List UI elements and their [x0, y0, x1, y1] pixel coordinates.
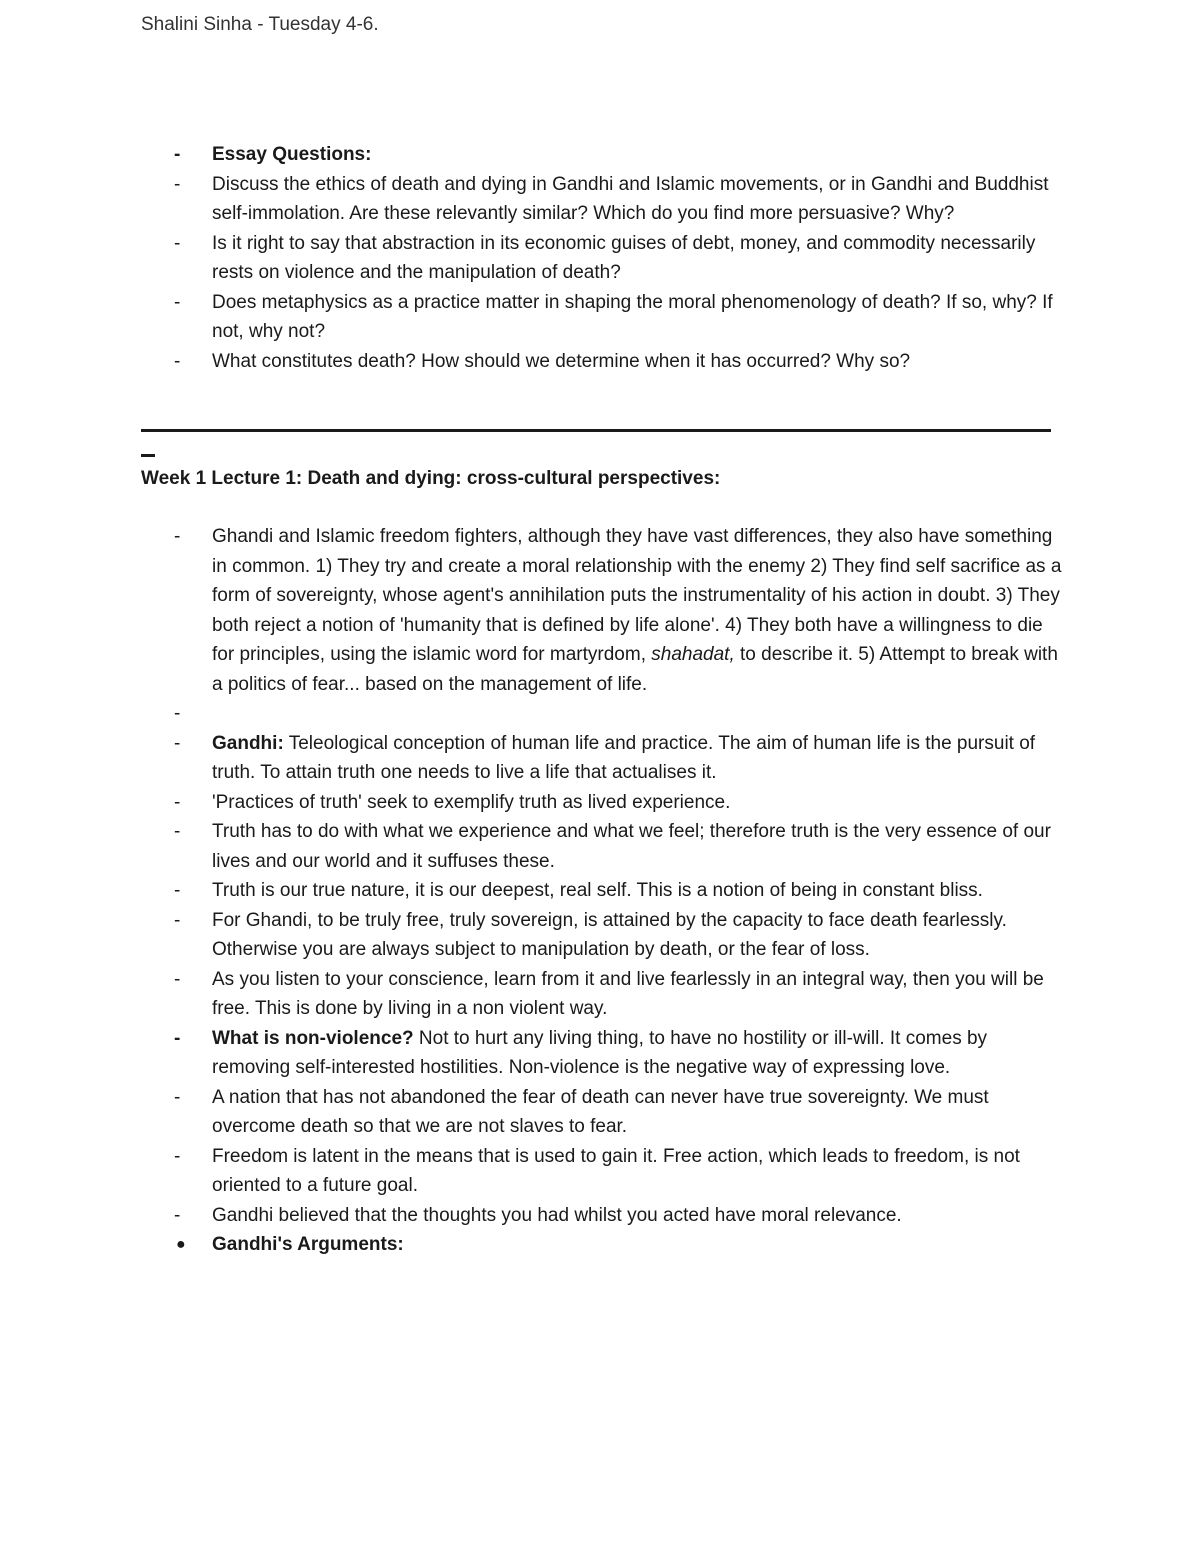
intro-text: Ghandi and Islamic freedom fighters, although they have vast differences, they also have something in common. 1) They try and create a moral relationship with the enemy 2) They find self sacrifice as a form of sovereignty, whose agent's annihilation puts the instrumentality of his action in doubt. 3) They both reject a notion of 'humanity that is defined by life alone'. 4) They both have a willingness to die for principles, using the islamic word for martyrdom,: [212, 526, 1062, 665]
page-header: Shalini Sinha - Tuesday 4-6.: [141, 14, 379, 35]
list-item: [0, 729, 1062, 788]
dash-bullet: -: [174, 703, 181, 724]
dash-bullet: -: [174, 732, 181, 754]
dash-bullet: -: [174, 1086, 181, 1108]
list-item: [0, 1201, 1062, 1231]
list-item: [0, 1024, 1062, 1083]
list-item: [0, 170, 1062, 229]
arguments-heading: Gandhi's Arguments:: [212, 1234, 404, 1255]
essay-heading: Essay Questions:: [212, 144, 372, 165]
point-text: Freedom is latent in the means that is used to gain it. Free action, which leads to freedom, is not oriented to a future goal.: [212, 1145, 1020, 1196]
list-item: [0, 1083, 1062, 1142]
essay-question: Discuss the ethics of death and dying in Gandhi and Islamic movements, or in Gandhi and Buddhist self-immolation. Are these relevantly similar? Which do you find more persuasive? Why?: [212, 173, 1049, 224]
dash-bullet: -: [174, 144, 181, 165]
dash-bullet: -: [174, 232, 181, 254]
point-text: For Ghandi, to be truly free, truly sovereign, is attained by the capacity to face death fearlessly. Otherwise you are always subject to manipulation by death, or the fear of loss.: [212, 909, 1007, 960]
dash-bullet: -: [174, 1145, 181, 1167]
dash-bullet: -: [174, 291, 181, 313]
list-item: [0, 965, 1062, 1024]
list-item: [0, 1142, 1062, 1201]
nonviolence-text: Not to hurt any living thing, to have no hostility or ill-will. It comes by removing self-interested hostilities. Non-violence is the negative way of expressing love.: [212, 1027, 988, 1078]
lecture-notes-section: [0, 522, 1200, 1260]
dash-bullet: -: [174, 1204, 181, 1226]
divider-line: [141, 429, 1051, 432]
list-item: [0, 229, 1062, 288]
gandhi-text: Teleological conception of human life and practice. The aim of human life is the pursuit of truth. To attain truth one needs to live a life that actualises it.: [212, 732, 1036, 783]
essay-question: Does metaphysics as a practice matter in shaping the moral phenomenology of death? If so, why? If not, why not?: [212, 291, 1053, 342]
list-item: [0, 522, 1062, 699]
list-item: [0, 876, 1062, 906]
nonviolence-label: What is non-violence?: [212, 1027, 414, 1049]
point-text: As you listen to your conscience, learn from it and live fearlessly in an integral way, then you will be free. This is done by living in a non violent way.: [212, 968, 1044, 1019]
dash-bullet: -: [174, 1027, 181, 1049]
dash-bullet: -: [174, 968, 181, 990]
essay-question: What constitutes death? How should we determine when it has occurred? Why so?: [212, 350, 911, 372]
empty-list-item: [0, 699, 1062, 729]
dash-bullet: -: [174, 526, 181, 547]
list-item: [0, 140, 1062, 170]
dot-bullet: ●: [176, 1236, 186, 1253]
essay-questions-section: [0, 140, 1200, 376]
list-item: [0, 788, 1062, 818]
point-text: Truth has to do with what we experience and what we feel; therefore truth is the very essence of our lives and our world and it suffuses these.: [212, 821, 1051, 872]
dash-bullet: -: [174, 909, 181, 931]
point-text: 'Practices of truth' seek to exemplify truth as lived experience.: [212, 791, 731, 813]
point-text: Gandhi believed that the thoughts you had whilst you acted have moral relevance.: [212, 1204, 902, 1226]
divider-tail: [141, 454, 155, 457]
dash-bullet: -: [174, 791, 181, 813]
dash-bullet: -: [174, 880, 181, 901]
point-text: Truth is our true nature, it is our deepest, real self. This is a notion of being in constant bliss.: [212, 880, 983, 901]
dash-bullet: -: [174, 173, 181, 195]
point-text: A nation that has not abandoned the fear of death can never have true sovereignty. We must overcome death so that we are not slaves to fear.: [212, 1086, 989, 1137]
list-item: [0, 1230, 1062, 1260]
list-item: [0, 347, 1062, 377]
intro-text-end: to describe it. 5) Attempt to break with a politics of fear... based on the management of life.: [212, 644, 1058, 695]
dash-bullet: -: [174, 350, 181, 372]
dash-bullet: -: [174, 821, 181, 842]
list-item: [0, 817, 1062, 876]
italic-term: shahadat,: [651, 644, 735, 665]
essay-question: Is it right to say that abstraction in its economic guises of debt, money, and commodity necessarily rests on violence and the manipulation of death?: [212, 232, 1036, 283]
horizontal-divider: [141, 418, 1051, 457]
list-item: [0, 288, 1062, 347]
lecture-heading: Week 1 Lecture 1: Death and dying: cross-cultural perspectives:: [141, 468, 721, 489]
list-item: [0, 906, 1062, 965]
gandhi-label: Gandhi:: [212, 732, 284, 754]
